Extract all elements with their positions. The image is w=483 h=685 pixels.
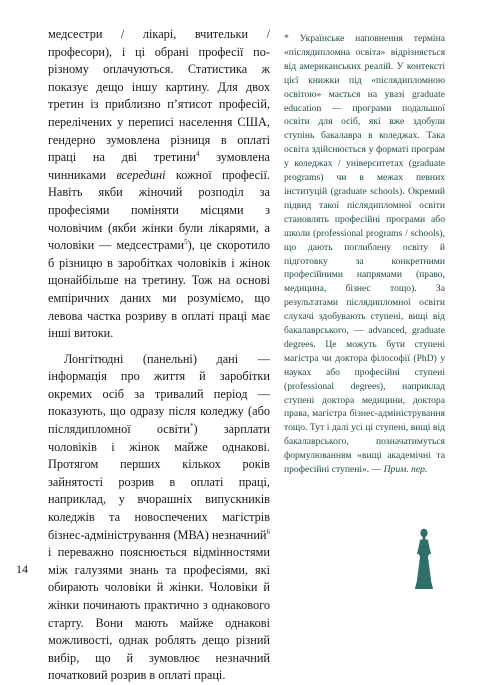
paragraph-2-text-b: ) зарплати чоловіків і жінок майже однакові. Протягом перших кількох років зайнятості розрив в оплаті праці, наприклад, у вчорашніх випускників коледжів та новоспечених магістрів бізнес-адміністрування (МВА) незначний <box>48 422 270 542</box>
paragraph-1-text-b: зумовлена чинниками <box>48 150 270 182</box>
emphasis-inside: всередині <box>116 167 166 182</box>
paragraph-1-text-d: ), це скоротило б різницю в заробітках чоловіків і жінок щонайбільше на третину. Тож на основі емпіричних даних ми розуміємо, що левова частка розриву в оплаті праці має інші витоки. <box>48 238 270 341</box>
footnote-ref-4: 4 <box>196 150 200 159</box>
page-number: 14 <box>16 562 28 576</box>
sidenote-signature: Прим. пер. <box>383 464 428 476</box>
paragraph-2 <box>48 351 270 685</box>
footnote-ref-star: * <box>189 421 194 430</box>
paragraph-2-text-c: і переважно пояснюється відмінностями між галузями знань та професіями, які обирають чоловіки й жінки. Чоловіки й жінки починають практично з однакового старту. Вони мають майже однакові можливості, однак роблять дещо різний вибір, що й зумовлює незначний початковий розрив в оплаті праці. <box>48 545 270 683</box>
paragraph-1-text-a: медсестри / лікарі, вчительки / професори), і ці обрані професії по-різному оплачуються. Статистика ж показує дещо іншу картину. Для двох третин із приблизно п’ятисот професій, перелічених у переписі населення США, гендерно зумовлена різниця в оплаті праці на дві третини <box>48 27 270 165</box>
main-text-column <box>48 26 270 685</box>
paragraph-1 <box>48 26 270 343</box>
paragraph-2-text-a: Лонгітюдні (панельні) дані — інформація про життя й заробітки окремих осіб за тривалий період — показують, що одразу після коледжу (або післядипломної освіти <box>48 351 270 437</box>
woman-silhouette-icon <box>412 528 436 590</box>
sidenote-text: * Українське наповнення терміна «післядипломна освіта» відрізняється від американських реалій. У контексті цієї книжки під «післядипломною освітою» мається на увазі graduate education — програми подальшої освіти для осіб, які вже здобули ступінь бакалавра в коледжах. Така освіта здійснюється у форматі програм у коледжах / університетах (graduate programs) чи в межах певних інституцій (graduate schools). Окремий підвид такої післядипломної освіти становлять професійні програми або школи (professional programs / schools), що дають поглиблену освіту й підготовку за конкретними професійними напрямами (право, медицина, бізнес тощо). За результатами післядипломної освіти слухачі здобувають ступені, вищі від бакалаврського, — advanced, graduate degrees. Це можуть бути ступені магістра чи доктора філософії (PhD) у науках або професійні ступені (professional degrees), наприклад ступені доктора медицини, доктора права, магістра бізнес-адміністрування тощо. Тут і далі усі ці ступені, вищі від бакалаврського, позначатимуться формулюванням «вищі академічні та професійні ступені». — <box>284 33 445 476</box>
footnote-ref-5: 5 <box>184 238 188 247</box>
paragraph-1-text-c: кожної професії. Навіть якби жіночий розподіл за професіями поміняти місцями з чоловічим (якби жінки були лікарями, а чоловіки — медсестрами <box>48 167 270 253</box>
translator-sidenote <box>284 32 445 477</box>
footnote-ref-6: 6 <box>266 527 270 536</box>
